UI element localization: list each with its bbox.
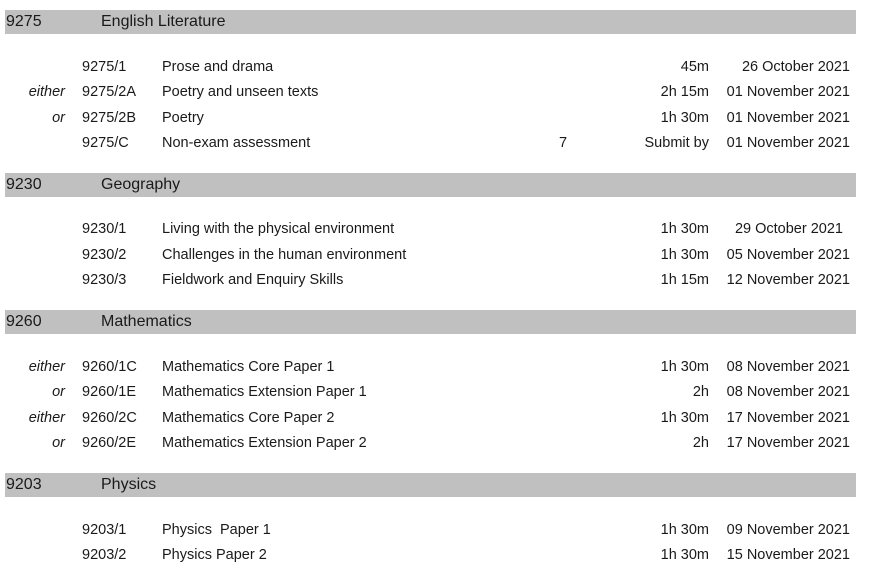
paper-date: 12 November 2021	[726, 272, 850, 288]
paper-code: 9230/1	[82, 221, 127, 237]
subject-title: Mathematics	[101, 313, 192, 330]
paper-code: 9230/3	[82, 272, 127, 288]
paper-row	[0, 547, 880, 567]
subject-header-physics	[5, 473, 856, 497]
paper-option: or	[52, 384, 65, 400]
paper-code: 9260/1C	[82, 359, 137, 375]
paper-duration: Submit by	[644, 135, 709, 151]
paper-row	[0, 84, 880, 104]
paper-option: either	[28, 84, 65, 100]
paper-code: 9275/C	[82, 135, 129, 151]
paper-duration: 1h 30m	[660, 410, 709, 426]
paper-name: Mathematics Core Paper 1	[162, 359, 335, 375]
paper-duration: 2h	[692, 435, 709, 451]
paper-option: either	[28, 410, 65, 426]
paper-duration: 1h 30m	[660, 547, 709, 563]
paper-code: 9260/2E	[82, 435, 137, 451]
paper-row	[0, 435, 880, 455]
paper-date: 29 October 2021	[734, 221, 843, 237]
subject-code: 9260	[6, 313, 42, 330]
paper-name: Non-exam assessment	[162, 135, 311, 151]
paper-row	[0, 359, 880, 379]
subject-title: Geography	[101, 176, 181, 193]
paper-row	[0, 272, 880, 292]
paper-date: 26 October 2021	[741, 59, 850, 75]
paper-option: or	[52, 435, 65, 451]
paper-name: Mathematics Core Paper 2	[162, 410, 335, 426]
paper-name: Mathematics Extension Paper 2	[162, 435, 367, 451]
paper-duration: 1h 30m	[660, 221, 709, 237]
paper-name: Prose and drama	[162, 59, 274, 75]
paper-name: Fieldwork and Enquiry Skills	[162, 272, 344, 288]
paper-option: or	[52, 110, 65, 126]
paper-name: Poetry and unseen texts	[162, 84, 319, 100]
paper-name: Physics Paper 2	[162, 547, 267, 563]
subject-title: Physics	[101, 476, 157, 493]
subject-code: 9230	[6, 176, 42, 193]
subject-header-english-literature	[5, 10, 856, 34]
paper-name: Challenges in the human environment	[162, 247, 407, 263]
paper-row	[0, 384, 880, 404]
subject-header-mathematics	[5, 310, 856, 334]
paper-duration: 1h 30m	[660, 247, 709, 263]
paper-code: 9203/1	[82, 522, 127, 538]
subject-code: 9275	[6, 13, 42, 30]
paper-duration: 2h	[692, 384, 709, 400]
paper-row	[0, 59, 880, 79]
subject-header-geography	[5, 173, 856, 197]
paper-code: 9230/2	[82, 247, 127, 263]
paper-code: 9260/1E	[82, 384, 137, 400]
paper-name: Living with the physical environment	[162, 221, 395, 237]
paper-name: Mathematics Extension Paper 1	[162, 384, 367, 400]
paper-date: 05 November 2021	[726, 247, 850, 263]
paper-date: 17 November 2021	[726, 435, 850, 451]
subject-code: 9203	[6, 476, 42, 493]
paper-extra: 7	[559, 135, 568, 151]
paper-row	[0, 221, 880, 241]
paper-code: 9275/2B	[82, 110, 137, 126]
paper-date: 09 November 2021	[726, 522, 850, 538]
paper-row	[0, 110, 880, 130]
paper-duration: 1h 15m	[660, 272, 709, 288]
paper-date: 08 November 2021	[726, 384, 850, 400]
paper-duration: 2h 15m	[660, 84, 709, 100]
paper-date: 15 November 2021	[726, 547, 850, 563]
paper-name: Physics Paper 1	[162, 522, 271, 538]
paper-date: 01 November 2021	[726, 84, 850, 100]
paper-row	[0, 135, 880, 155]
paper-name: Poetry	[162, 110, 204, 126]
paper-option: either	[28, 359, 65, 375]
paper-duration: 1h 30m	[660, 522, 709, 538]
paper-code: 9260/2C	[82, 410, 137, 426]
paper-row	[0, 247, 880, 267]
paper-date: 01 November 2021	[726, 110, 850, 126]
paper-date: 01 November 2021	[726, 135, 850, 151]
paper-date: 17 November 2021	[726, 410, 850, 426]
paper-row	[0, 410, 880, 430]
paper-date: 08 November 2021	[726, 359, 850, 375]
paper-code: 9275/2A	[82, 84, 137, 100]
paper-duration: 1h 30m	[660, 110, 709, 126]
paper-code: 9203/2	[82, 547, 127, 563]
paper-row	[0, 522, 880, 542]
paper-duration: 1h 30m	[660, 359, 709, 375]
paper-code: 9275/1	[82, 59, 127, 75]
paper-duration: 45m	[680, 59, 709, 75]
subject-title: English Literature	[101, 13, 226, 30]
